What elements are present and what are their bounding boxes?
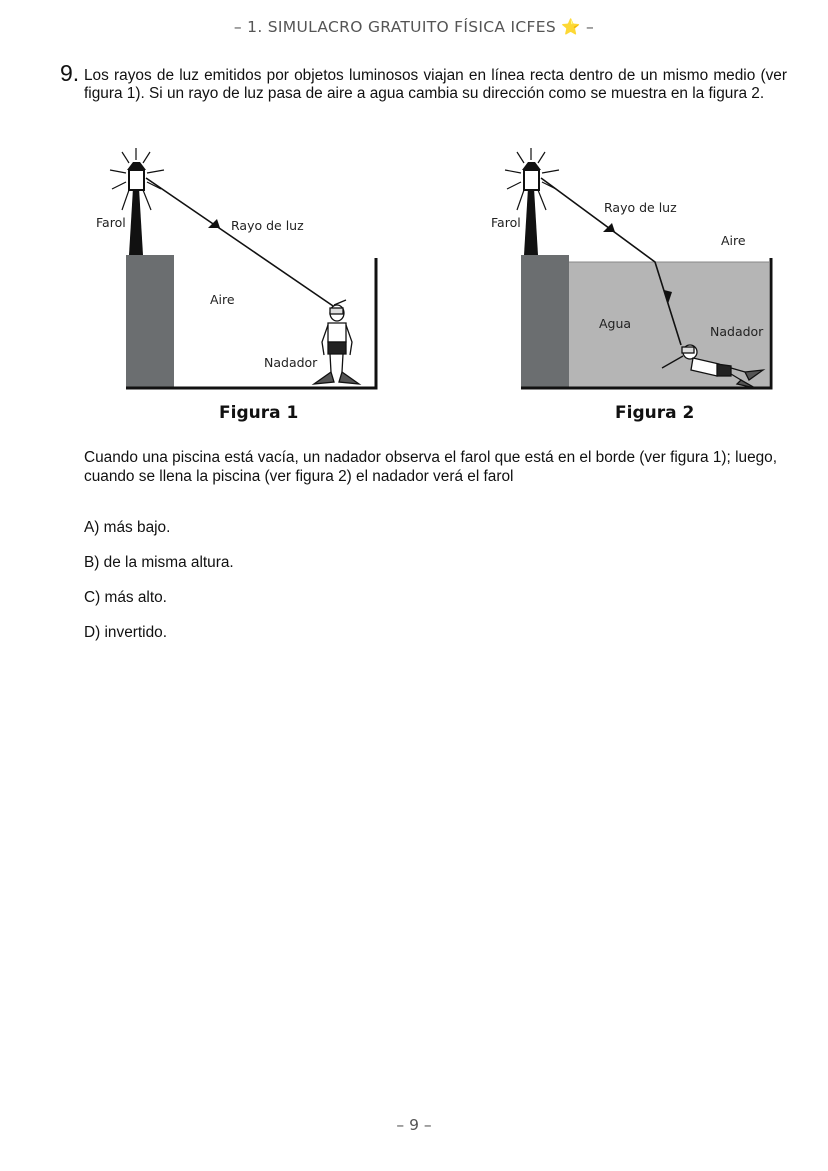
swimmer-standing — [314, 300, 359, 384]
page-header: – 1. SIMULACRO GRATUITO FÍSICA ICFES ⭐ – — [233, 18, 595, 36]
fig1-aire-label: Aire — [210, 292, 235, 307]
fig2-aire-label: Aire — [721, 233, 746, 248]
fig2-rayo-label: Rayo de luz — [604, 200, 677, 215]
pool-edge-block — [126, 255, 174, 388]
fig1-farol-label: Farol — [96, 215, 126, 230]
option-c[interactable]: C) más alto. — [84, 589, 167, 606]
option-d[interactable]: D) invertido. — [84, 624, 167, 641]
question-text: Los rayos de luz emitidos por objetos luminosos viajan en línea recta dentro de un mismo medio (ver figura 1). Si un rayo de luz pasa de aire a agua cambia su dirección como se muestra en la figura 2. — [84, 67, 787, 102]
figure-2-diagram — [479, 140, 789, 400]
lamp-cap — [522, 162, 541, 170]
question-number: 9. — [60, 60, 80, 86]
lamp-head — [129, 170, 144, 190]
figure-1-diagram — [84, 140, 394, 400]
figure-2-caption: Figura 2 — [615, 403, 695, 423]
question-stem: Cuando una piscina está vacía, un nadador observa el farol que está en el borde (ver figura 1); luego, cuando se llena la piscina (ver figura 2) el nadador verá el farol — [84, 449, 778, 485]
fig1-nadador-label: Nadador — [264, 355, 318, 370]
figure-1-caption: Figura 1 — [219, 403, 299, 423]
figures-area — [84, 140, 787, 430]
lamp-head — [524, 170, 539, 190]
ray-arrow — [208, 219, 220, 228]
light-ray — [146, 178, 336, 308]
fig1-rayo-label: Rayo de luz — [231, 218, 304, 233]
pool-edge-block — [521, 255, 569, 388]
option-b[interactable]: B) de la misma altura. — [84, 554, 234, 571]
lamp-post — [129, 188, 143, 255]
option-a[interactable]: A) más bajo. — [84, 519, 171, 536]
fig2-agua-label: Agua — [599, 316, 632, 331]
fig2-nadador-label: Nadador — [710, 324, 764, 339]
page-number: – 9 – — [396, 1116, 432, 1134]
lamp-cap — [127, 162, 146, 170]
lamp-post — [524, 188, 538, 255]
fig2-farol-label: Farol — [491, 215, 521, 230]
